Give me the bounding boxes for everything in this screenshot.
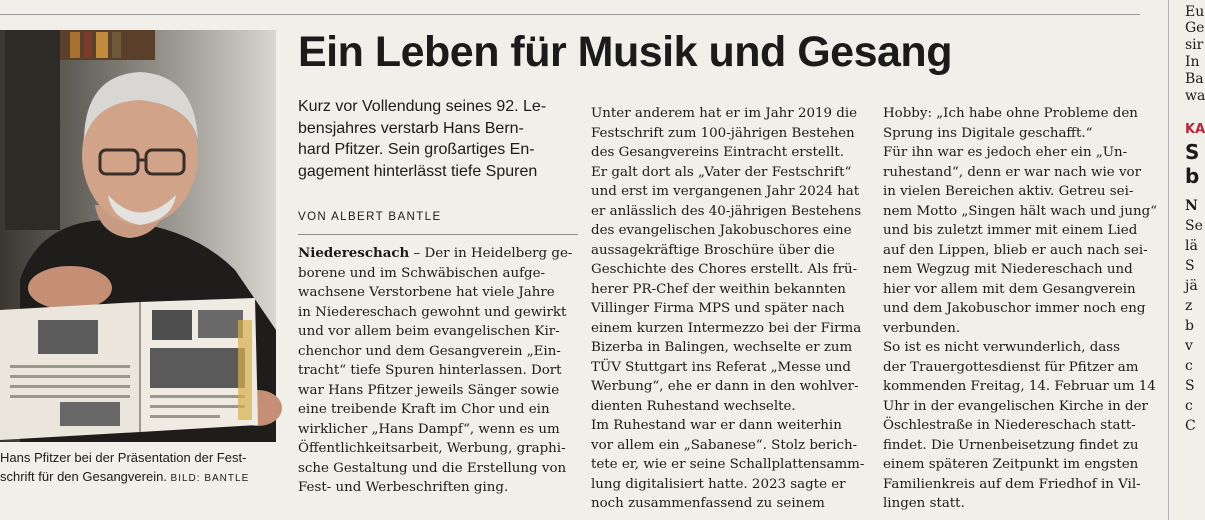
adjacent-fragment: S xyxy=(1185,378,1195,394)
column-line: hier vor allem mit dem Gesangverein xyxy=(883,281,1136,297)
column-line: des evangelischen Jakobuschores eine xyxy=(591,223,852,238)
caption-line-2: schrift für den Gesangverein. xyxy=(0,469,167,484)
column-line: wirklicher „Hans Dampf“, wenn es um xyxy=(298,421,560,437)
column-line: tracht“ tiefe Spuren hinterlassen. Dort xyxy=(298,363,562,378)
adjacent-fragment: Eu xyxy=(1185,4,1205,20)
column-line: in vielen Bereichen aktiv. Getreu sei- xyxy=(883,184,1134,199)
column-line xyxy=(298,244,580,264)
column-line: der Trauergottesdienst für Pfitzer am xyxy=(883,359,1139,375)
body-column-3 xyxy=(883,104,1158,514)
article-photo xyxy=(0,30,276,442)
column-line: findet. Die Urnenbeisetzung findet zu xyxy=(883,437,1139,453)
column-line: So ist es nicht verwunderlich, dass xyxy=(883,340,1121,355)
photo-caption xyxy=(0,448,285,488)
adjacent-fragment: S xyxy=(1185,258,1195,274)
adjacent-fragment: v xyxy=(1185,338,1193,354)
column-line: ruhestand“, denn er war nach wie vor xyxy=(883,164,1141,180)
column-line: und dem Jakobuschor immer noch eng xyxy=(883,301,1146,316)
column-line: in Niedereschach gewohnt und gewirkt xyxy=(298,304,567,320)
column-line: verbunden. xyxy=(883,320,961,336)
column-line: kommenden Freitag, 14. Februar um 14 xyxy=(883,379,1156,394)
column-line: TÜV Stuttgart ins Referat „Messe und xyxy=(591,359,851,375)
column-line: aussagekräftige Broschüre über die xyxy=(591,242,835,258)
column-line: Fest- und Werbeschriften ging. xyxy=(298,480,509,495)
column-line: nem Wegzug mit Niedereschach und xyxy=(883,262,1133,277)
lead-line: bensjahres verstarb Hans Bern- xyxy=(298,119,524,137)
body-column-2 xyxy=(591,104,866,514)
dateline-rest: – Der in Heidelberg ge- xyxy=(409,246,573,261)
column2-lines xyxy=(591,104,866,514)
column-line: Uhr in der evangelischen Kirche in der xyxy=(883,398,1148,414)
adjacent-fragment: z xyxy=(1185,298,1193,314)
column-line: chenchor und dem Gesangverein „Ein- xyxy=(298,343,561,359)
column-line: des Gesangvereins Eintracht erstellt. xyxy=(591,145,845,160)
adjacent-kicker: KA xyxy=(1185,122,1205,137)
column-line: Unter anderem hat er im Jahr 2019 die xyxy=(591,106,858,121)
adjacent-fragment: Ge xyxy=(1185,20,1205,36)
photo-credit: BILD: BANTLE xyxy=(170,473,250,484)
adjacent-fragment: c xyxy=(1185,398,1193,414)
column-line: Geschichte des Chores erstellt. Als frü- xyxy=(591,262,858,277)
byline: VON ALBERT BANTLE xyxy=(298,211,442,223)
column-line: und bis zuletzt immer mit einem Lied xyxy=(883,223,1138,238)
byline-rule xyxy=(298,234,578,235)
column-rule xyxy=(1168,0,1169,520)
adjacent-fragment: sir xyxy=(1185,37,1204,53)
adjacent-fragment: C xyxy=(1185,418,1196,434)
column-line: er anlässlich des 40-jährigen Bestehens xyxy=(591,203,862,219)
column-line: war Hans Pfitzer jeweils Sänger sowie xyxy=(298,382,560,398)
column-line: herer PR-Chef der weithin bekannten xyxy=(591,281,846,297)
column-line: einem kurzen Intermezzo bei der Firma xyxy=(591,320,862,336)
column-line: Werbung“, ehe er dann in den wohlver- xyxy=(591,379,859,394)
article-lead xyxy=(298,96,578,182)
column-line: Sprung ins Digitale geschafft.“ xyxy=(883,125,1093,141)
lead-line: Kurz vor Vollendung seines 92. Le- xyxy=(298,98,547,115)
column-line: Er galt dort als „Vater der Festschrift“ xyxy=(591,164,852,180)
column-line: vor allem ein „Sabanese“. Stolz berich- xyxy=(591,437,858,453)
column-line: wachsene Verstorbene hat viele Jahre xyxy=(298,285,555,300)
column-line: Im Ruhestand war er dann weiterhin xyxy=(591,418,842,433)
column-line: auf den Lippen, blieb er auch nach sei- xyxy=(883,242,1148,258)
adjacent-fragment: c xyxy=(1185,358,1193,374)
adjacent-fragment: wa xyxy=(1185,88,1205,104)
adjacent-fragment: N xyxy=(1185,198,1198,214)
body-column-1 xyxy=(298,244,580,498)
column-line: Bizerba in Balingen, wechselte er zum xyxy=(591,340,853,355)
column1-lines xyxy=(298,264,580,498)
column3-lines xyxy=(883,104,1158,514)
column-line: Für ihn war es jedoch eher ein „Un- xyxy=(883,145,1128,160)
lead-line: hard Pfitzer. Sein großartiges En- xyxy=(298,141,535,158)
adjacent-fragment: b xyxy=(1185,318,1194,334)
column-line: und erst im vergangenen Jahr 2024 hat xyxy=(591,184,860,199)
column-line: lung digitalisiert hatte. 2023 sagte er xyxy=(591,476,846,492)
column-line: Familienkreis auf dem Friedhof in Vil- xyxy=(883,476,1141,492)
adjacent-fragment: Se xyxy=(1185,218,1203,234)
column-line: Hobby: „Ich habe ohne Probleme den xyxy=(883,106,1138,121)
column-line: nem Motto „Singen hält wach und jung“ xyxy=(883,203,1157,219)
lead-line: gagement hinterlässt tiefe Spuren xyxy=(298,162,538,180)
column-line: und vor allem beim evangelischen Kir- xyxy=(298,324,560,339)
adjacent-article xyxy=(1185,0,1205,520)
column-line: eine treibende Kraft im Chor und ein xyxy=(298,402,550,417)
column-line: Öffentlichkeitsarbeit, Werbung, graphi- xyxy=(298,441,566,456)
adjacent-fragment: In xyxy=(1185,54,1200,70)
adjacent-headline: S xyxy=(1185,140,1200,164)
caption-line-1: Hans Pfitzer bei der Präsentation der Fest- xyxy=(0,450,247,465)
column-line: einem späteren Zeitpunkt im engsten xyxy=(883,457,1139,472)
column-line: tete er, wie er seine Schallplattensamm- xyxy=(591,457,865,472)
column-line: Festschrift zum 100-jährigen Bestehen xyxy=(591,125,855,141)
column-line: lingen statt. xyxy=(883,496,965,511)
dateline-place: Niedereschach xyxy=(298,245,410,261)
column-line: sche Gestaltung und die Erstellung von xyxy=(298,460,567,476)
column-line: Villinger Firma MPS und später nach xyxy=(591,301,845,316)
column-line: borene und im Schwäbischen aufge- xyxy=(298,265,546,281)
column-line: Öschlestraße in Niedereschach statt- xyxy=(883,418,1136,433)
adjacent-fragment: lä xyxy=(1185,238,1198,254)
article-headline: Ein Leben für Musik und Gesang xyxy=(298,28,952,76)
adjacent-fragment: Ba xyxy=(1185,71,1204,87)
adjacent-headline: b xyxy=(1185,164,1200,188)
column-line: dienten Ruhestand wechselte. xyxy=(591,398,796,414)
top-rule xyxy=(0,14,1140,15)
column-line: noch zusammenfassend zu seinem xyxy=(591,496,825,511)
adjacent-fragment: jä xyxy=(1185,278,1198,294)
